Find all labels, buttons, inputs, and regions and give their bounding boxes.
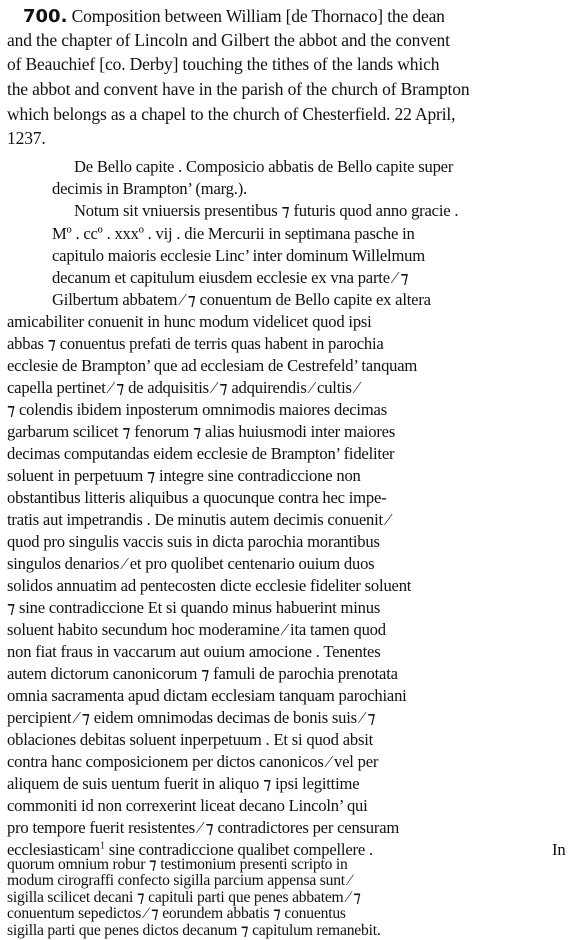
text-line-16: quod pro singulis vaccis suis in dicta parochia morantibus <box>7 532 380 551</box>
text-line-22: autem dictorum canonicorum ⁊ famuli de parochia prenotata <box>7 664 398 683</box>
text-line-1: Notum sit vniuersis presentibus ⁊ futuris quod anno gracie . <box>74 201 459 220</box>
text-line-6: amicabiliter conuenit in hunc modum videlicet quod ipsi <box>7 312 372 331</box>
text-line-28: commoniti id non correxerint liceat decano Lincoln’ qui <box>7 796 368 815</box>
text-line-10: ⁊ colendis ibidem inposterum omnimodis maiores decimas <box>7 400 387 419</box>
heading-line-6: 1237. <box>7 128 46 148</box>
text-line-35: sigilla parti que penes dictos decanum ⁊ capitulum remanebit. <box>7 921 381 939</box>
text-line-7: abbas ⁊ conuentus prefati de terris quas habent in parochia <box>7 334 384 353</box>
text-line-9: capella pertinet ⁄ ⁊ de adquisitis ⁄ ⁊ adquirendis ⁄ cultis ⁄ <box>7 378 359 397</box>
text-line-11: garbarum scilicet ⁊ fenorum ⁊ alias huiusmodi inter maiores <box>7 422 396 441</box>
text-line-33: sigilla scilicet decani ⁊ capituli parti que penes abbatem ⁄ ⁊ <box>7 888 361 906</box>
text-line-4: decanum et capitulum eiusdem ecclesie ex vna parte ⁄ ⁊ <box>52 268 409 287</box>
text-line-8: ecclesie de Brampton’ que ad ecclesiam de Cestrefeld’ tanquam <box>7 356 418 375</box>
text-line-30-start: ecclesiasticam <box>7 840 101 859</box>
footnote-marker: 1 <box>100 840 105 852</box>
text-line-26: contra hanc composicionem per dictos canonicos ⁄ vel per <box>7 752 379 771</box>
heading-line-1 <box>23 6 445 27</box>
text-line-30-end: In <box>552 840 566 859</box>
text-line-23: omnia sacramenta apud dictam ecclesiam tanquam parochiani <box>7 686 407 705</box>
text-line-5: Gilbertum abbatem ⁄ ⁊ conuentum de Bello capite ex altera <box>52 290 431 309</box>
text-line-24: percipient ⁄ ⁊ eidem omnimodas decimas de bonis suis ⁄ ⁊ <box>7 708 376 727</box>
margin-note-line-2: decimis in Brampton’ (marg.). <box>52 179 247 198</box>
text-line-20: soluent habito secundum hoc moderamine ⁄ ita tamen quod <box>7 620 386 639</box>
text-line-3: capitulo maioris ecclesie Linc’ inter dominum Willelmum <box>52 246 425 265</box>
entry-number: 700. <box>23 6 68 27</box>
text-line-21: non fiat fraus in vaccarum aut ouium amocione . Tenentes <box>7 642 381 661</box>
text-line-31: quorum omnium robur ⁊ testimonium presenti scripto in <box>7 855 348 873</box>
margin-note-line-1: De Bello capite . Composicio abbatis de Bello capite super <box>74 157 454 176</box>
text-line-15: tratis aut impetrandis . De minutis autem decimis conuenit ⁄ <box>7 510 390 529</box>
text-line-18: solidos annuatim ad pentecosten dicte ecclesie fideliter soluent <box>7 576 412 595</box>
text-line-2: Mº . ccº . xxxº . vij . die Mercurii in septimana pasche in <box>52 224 415 243</box>
heading-line-3: of Beauchief [co. Derby] touching the tithes of the lands which <box>7 54 440 74</box>
heading-line-5: which belongs as a chapel to the church of Chesterfield. 22 April, <box>7 104 456 124</box>
heading-line-4: the abbot and convent have in the parish of the church of Brampton <box>7 79 470 99</box>
text-line-29: pro tempore fuerit resistentes ⁄ ⁊ contradictores per censuram <box>7 818 400 837</box>
text-line-30-rest: sine contradiccione qualibet compellere . <box>104 840 373 859</box>
text-line-32: modum cirograffi confecto sigilla parcium appensa sunt ⁄ <box>7 872 352 889</box>
text-line-19: ⁊ sine contradiccione Et si quando minus habuerint minus <box>7 598 381 617</box>
text-line-27: aliquem de suis uentum fuerit in aliquo ⁊ ipsi legittime <box>7 774 360 793</box>
heading-text-1: Composition between William [de Thornaco] the dean <box>67 6 445 26</box>
text-line-34: conuentum sepedictos ⁄ ⁊ eorundem abbatis ⁊ conuentus <box>7 905 346 922</box>
text-line-14: obstantibus litteris aliquibus a quocunque contra hec impe- <box>7 488 387 507</box>
text-line-12: decimas computandas eidem ecclesie de Brampton’ fideliter <box>7 444 395 463</box>
text-line-13: soluent in perpetuum ⁊ integre sine contradiccione non <box>7 466 361 485</box>
text-line-25: oblaciones debitas soluent inperpetuum . Et si quod absit <box>7 730 374 749</box>
text-line-17: singulos denarios ⁄ et pro quolibet centenario ouium duos <box>7 554 375 573</box>
heading-line-2: and the chapter of Lincoln and Gilbert the abbot and the convent <box>7 30 450 50</box>
